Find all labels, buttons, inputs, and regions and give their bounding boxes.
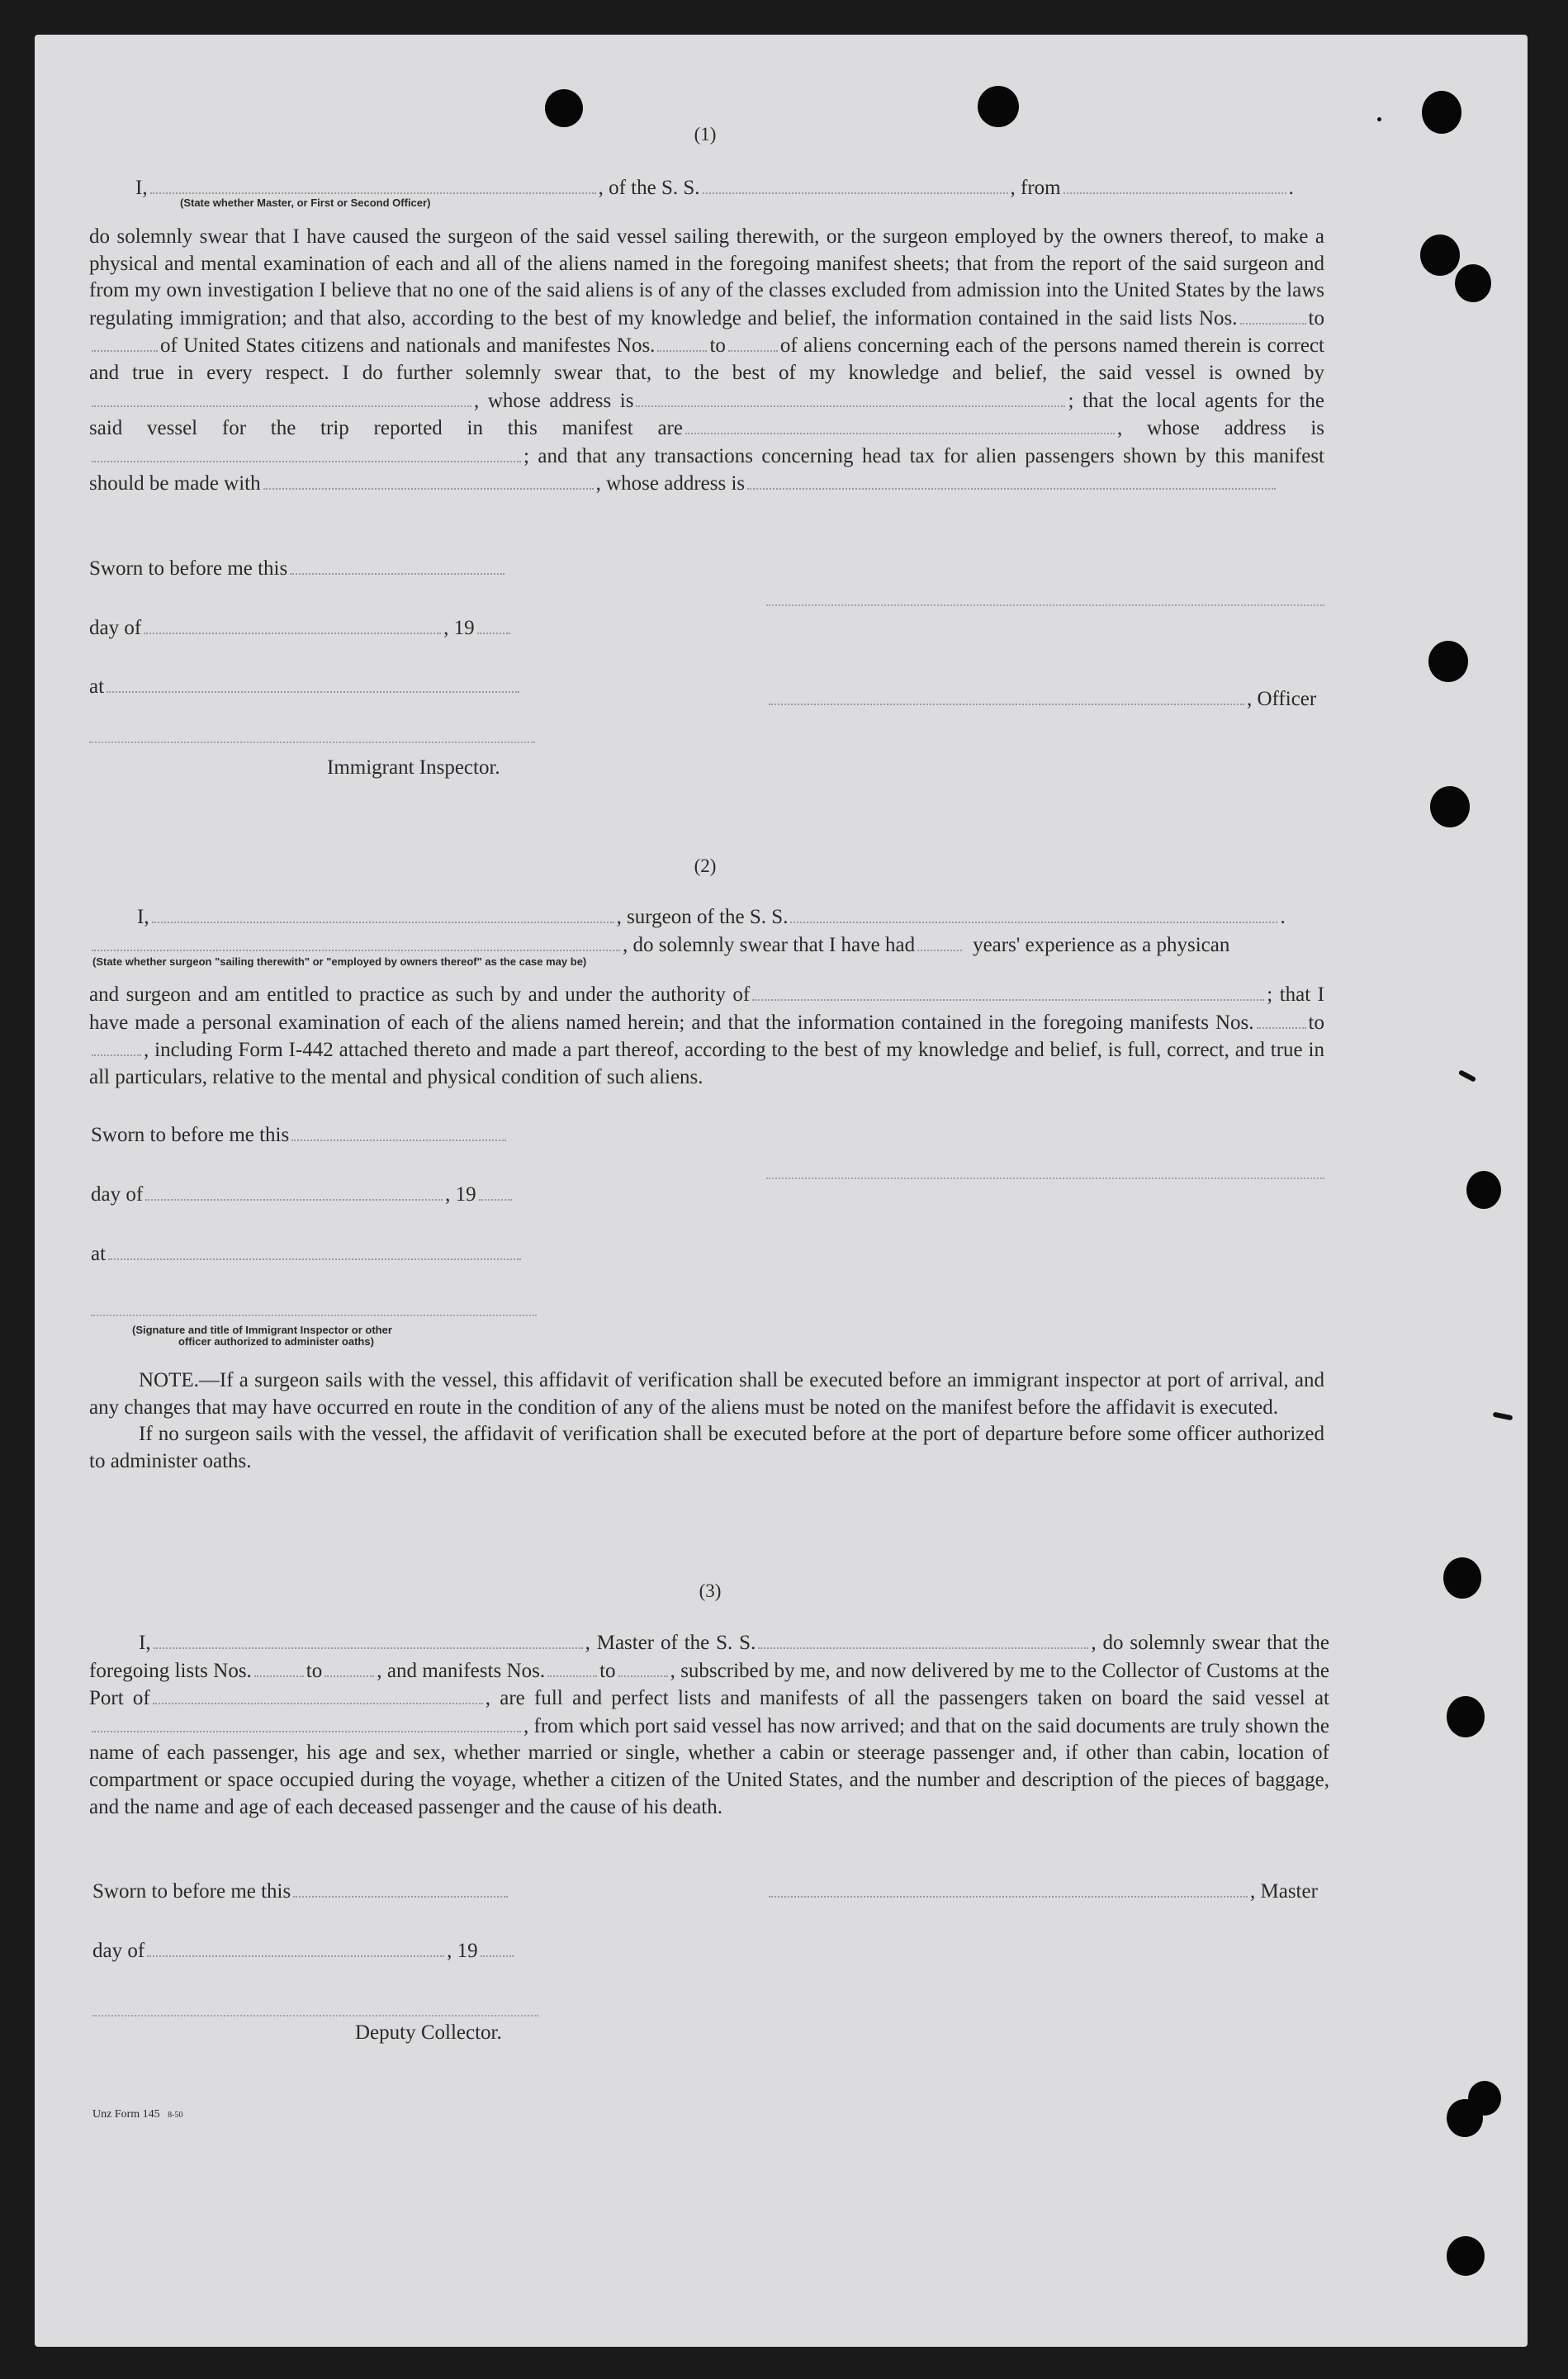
s3-sworn-line: Sworn to before me this: [92, 1878, 510, 1905]
form-number: Unz Form 145 8-50: [92, 2108, 183, 2121]
s2-sig-caption-2: officer authorized to administer oaths): [178, 1335, 374, 1348]
s1-inspector-signature-line[interactable]: [89, 742, 535, 743]
punch-hole: [1468, 2081, 1501, 2116]
local-agents-field[interactable]: [685, 415, 1115, 434]
s2-surgeon-type-field[interactable]: [152, 903, 614, 923]
s2-manifest-to-field[interactable]: [92, 1036, 141, 1056]
s3-port-field[interactable]: [153, 1685, 483, 1704]
punch-hole: [1428, 641, 1468, 682]
punch-hole: [545, 89, 583, 127]
ink-mark: [1377, 117, 1381, 121]
s2-surgeon-signature-line[interactable]: [766, 1178, 1324, 1179]
s3-master-name-field[interactable]: [154, 1629, 583, 1649]
section-2-number: (2): [694, 855, 717, 876]
s2-note: [89, 1367, 1324, 1475]
s2-at-line: at: [91, 1240, 523, 1268]
owner-field[interactable]: [92, 387, 471, 407]
punch-hole: [1455, 264, 1491, 302]
s2-header-line: I, , surgeon of the S. S. .: [137, 903, 1286, 931]
s3-paragraph: I, , Master of the S. S. , do solemnly swear that the foregoing lists Nos. to , and manifests Nos. to , subscribed by me, and now delivered by me to the Collector of Customs at the Port of , are full and perfect lists and manifests of all the passengers taken on board the said vessel at, from which port said vessel has now arrived; and that on the said documents are truly shown the name of each passenger, his age and sex, whether married or single, whether a cabin or steerage passenger and, if other than cabin, location of compartment or space occupied during the voyage, whether a citizen of the United States, and the number and description of the pieces of baggage, and the name and age of each deceased passenger and the cause of his death.: [89, 1629, 1329, 1821]
punch-hole: [1430, 786, 1470, 827]
agents-address-field[interactable]: [92, 443, 521, 462]
s3-collector-signature-line[interactable]: [92, 2015, 538, 2016]
s3-month-field[interactable]: [147, 1937, 444, 1957]
s1-from: , from: [1010, 177, 1061, 199]
section-3-number: (3): [699, 1580, 722, 1601]
s2-authority-field[interactable]: [752, 981, 1264, 1001]
s2-month-field[interactable]: [145, 1181, 443, 1201]
s3-lists-from-field[interactable]: [254, 1657, 304, 1677]
s1-paragraph: do solemnly swear that I have caused the surgeon of the said vessel sailing therewith, or the surgeon employed by the owners thereof, to make a physical and mental examination of each and all of the aliens named in the foregoing manifest sheets; that from the report of the said surgeon and from my own investigation I believe that no one of the said aliens is of any of the classes excluded from admission into the United States by the laws regulating immigration; and that also, according to the best of my knowledge and belief, the information contained in the said lists Nos. toof United States citizens and nationals and manifestes Nos. to of aliens concerning each of the persons named therein is correct and true in every respect. I do further solemnly swear that, to the best of my knowledge and belief, the said vessel is owned by, whose address is ; that the local agents for the said vessel for the trip reported in this manifest are , whose address is; and that any transactions concerning head tax for alien passengers shown by this manifest should be made with , whose address is: [89, 225, 1325, 495]
owner-address-field[interactable]: [636, 387, 1065, 407]
s2-vessel-name-field[interactable]: [790, 903, 1277, 923]
s3-master-line: , Master: [766, 1878, 1318, 1905]
s2-sworn-date-field[interactable]: [291, 1121, 506, 1141]
s2-year-field[interactable]: [479, 1181, 512, 1201]
s2-inspector-signature-line[interactable]: [91, 1315, 537, 1316]
s2-place-field[interactable]: [108, 1240, 521, 1260]
punch-hole: [1422, 91, 1461, 134]
alien-manifest-from-field[interactable]: [657, 332, 707, 352]
s1-header-line: I, , of the S. S. , from .: [135, 174, 1294, 201]
alien-manifest-to-field[interactable]: [728, 332, 778, 352]
s2-day-line: day of , 19: [91, 1181, 514, 1208]
s3-year-field[interactable]: [481, 1937, 514, 1957]
s3-deputy: Deputy Collector.: [355, 2021, 502, 2044]
s2-sworn-line: Sworn to before me this: [91, 1121, 509, 1149]
s2-surgeon-name-field[interactable]: [92, 931, 620, 951]
section-1-number: (1): [694, 124, 717, 145]
s1-day-line: day of , 19: [89, 614, 513, 642]
s2-paragraph: and surgeon and am entitled to practice as such by and under the authority of ; that I have made a personal examination of each of the aliens named herein; and that the information contained in the foregoing manifests Nos. to, including Form I-442 attached thereto and made a part thereof, according to the best of my knowledge and belief, is full, correct, and true in all particulars, relative to the mental and physical condition of such aliens.: [89, 981, 1324, 1091]
s3-lists-to-field[interactable]: [324, 1657, 374, 1677]
s2-years-field[interactable]: [917, 931, 962, 951]
s2-note-2: If no surgeon sails with the vessel, the affidavit of verification shall be executed before at the port of departure before some officer authorized to administer oaths.: [89, 1423, 1324, 1472]
s2-manifest-from-field[interactable]: [1257, 1009, 1306, 1029]
citizen-lists-from-field[interactable]: [1240, 305, 1306, 325]
s3-sworn-date-field[interactable]: [293, 1878, 508, 1898]
s3-boarding-port-field[interactable]: [92, 1713, 521, 1732]
s1-officer-line: , Officer: [766, 685, 1316, 713]
s1-officer-signature-line[interactable]: [766, 604, 1324, 606]
punch-hole: [1420, 235, 1460, 276]
s1-at-line: at: [89, 673, 522, 700]
s3-manifests-to-field[interactable]: [618, 1657, 668, 1677]
s2-sig-caption-1: (Signature and title of Immigrant Inspector or other: [132, 1324, 392, 1336]
s3-vessel-name-field[interactable]: [758, 1629, 1088, 1649]
from-port-field[interactable]: [1063, 174, 1286, 194]
s2-note-1: NOTE.—If a surgeon sails with the vessel, this affidavit of verification shall be executed before an immigrant inspector at port of arrival, and any changes that may have occurred en route in the condition of any of the aliens must be noted on the manifest before the affidavit is executed.: [89, 1369, 1324, 1419]
s1-caption: (State whether Master, or First or Second Officer): [180, 197, 431, 209]
officer-rank-field[interactable]: [150, 174, 596, 194]
s1-year-field[interactable]: [477, 614, 510, 634]
s1-officer-title-field[interactable]: [769, 685, 1244, 705]
s1-place-field[interactable]: [107, 673, 519, 693]
punch-hole: [1443, 1557, 1481, 1599]
punch-hole: [1447, 2236, 1485, 2276]
s1-month-field[interactable]: [144, 614, 441, 634]
s2-swear-line: , do solemnly swear that I have had years' experience as a physican: [89, 931, 1229, 959]
s1-sworn-line: Sworn to before me this: [89, 555, 507, 582]
punch-hole: [1447, 1696, 1485, 1737]
s1-sworn-date-field[interactable]: [290, 555, 505, 575]
s3-master-signature-field[interactable]: [769, 1878, 1248, 1898]
s1-inspector: Immigrant Inspector.: [327, 756, 500, 779]
head-tax-contact-field[interactable]: [263, 470, 594, 490]
s2-caption: (State whether surgeon "sailing therewith" or "employed by owners thereof" as the case may be): [92, 955, 587, 968]
s1-of-ss: , of the S. S.: [598, 177, 700, 199]
s3-day-line: day of , 19: [92, 1937, 516, 1964]
head-tax-address-field[interactable]: [747, 470, 1276, 490]
punch-hole: [1466, 1171, 1501, 1209]
citizen-lists-to-field[interactable]: [92, 332, 158, 352]
punch-hole: [978, 86, 1019, 127]
vessel-name-field[interactable]: [703, 174, 1008, 194]
s3-manifests-from-field[interactable]: [547, 1657, 597, 1677]
s1-i: I,: [135, 177, 148, 199]
